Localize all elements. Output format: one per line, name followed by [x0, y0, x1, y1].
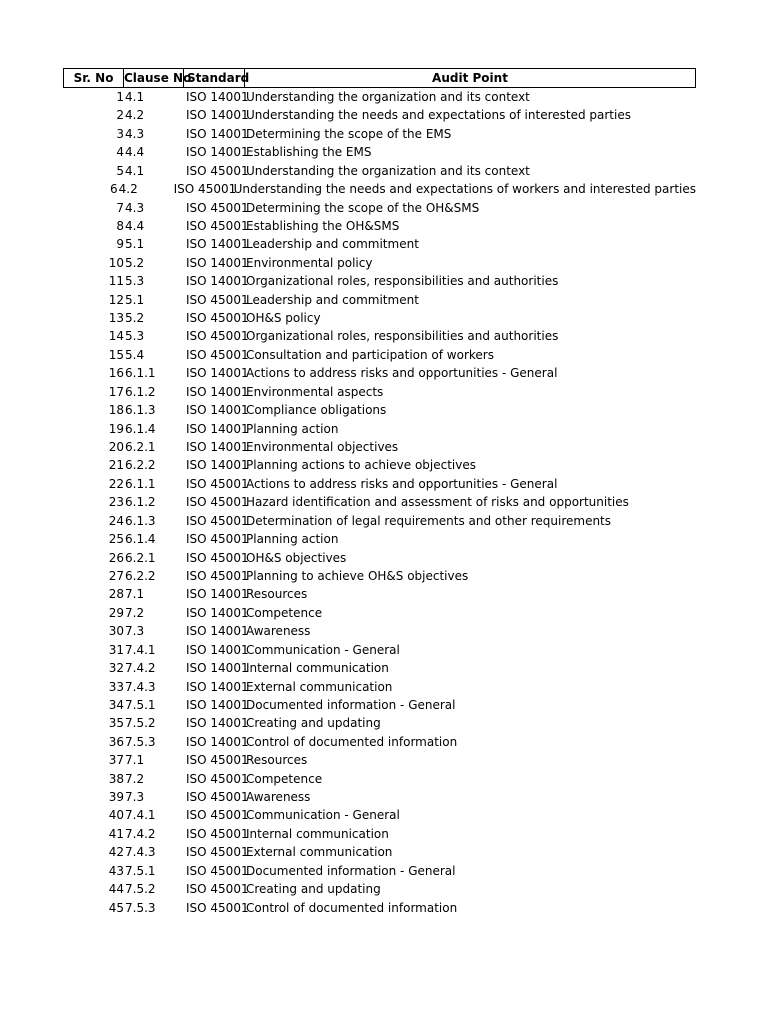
clause-no-cell: 4.1: [125, 90, 145, 104]
clause-no-cell: 7.5.1: [125, 863, 156, 878]
clause-no-cell: 6.1.3: [125, 403, 156, 418]
table-row: [63, 825, 696, 843]
sr-no-cell: 15: [108, 347, 124, 362]
standard-cell: ISO 45001: [186, 476, 249, 491]
table-row: [63, 272, 696, 290]
table-row: [63, 899, 696, 917]
standard-cell: ISO 45001: [186, 863, 249, 878]
standard-cell: ISO 14001: [186, 108, 249, 123]
sr-no-cell: 7: [116, 200, 124, 215]
audit-point-cell: Understanding the organization and its context: [246, 163, 530, 178]
audit-point-cell: Creating and updating: [246, 882, 381, 897]
table-row: [63, 217, 696, 235]
standard-cell: ISO 14001: [186, 440, 249, 455]
standard-cell: ISO 14001: [186, 384, 249, 399]
clause-no-cell: 6.2.1: [125, 550, 156, 565]
sr-no-cell: 44: [108, 882, 124, 897]
audit-point-cell: External communication: [246, 845, 393, 860]
sr-no-cell: 33: [108, 679, 124, 694]
table-row: [63, 88, 696, 106]
clause-no-cell: 6.1.4: [125, 532, 156, 547]
clause-no-cell: 4.1: [125, 163, 145, 178]
standard-cell: ISO 45001: [186, 771, 249, 786]
sr-no-cell: 16: [108, 366, 124, 381]
standard-cell: ISO 14001: [186, 237, 249, 252]
clause-no-cell: 7.5.1: [125, 697, 156, 712]
clause-no-cell: 7.5.3: [125, 900, 156, 915]
clause-no-cell: 4.2: [125, 108, 145, 123]
audit-point-cell: Determination of legal requirements and other requirements: [246, 513, 612, 528]
sr-no-cell: 28: [108, 587, 124, 602]
audit-point-cell: Internal communication: [246, 661, 389, 676]
audit-point-cell: Internal communication: [246, 826, 389, 841]
table-row: [63, 862, 696, 880]
sr-no-cell: 29: [108, 605, 124, 620]
audit-point-cell: Understanding the needs and expectations of workers and interested parties: [233, 182, 696, 197]
table-row: [63, 751, 696, 769]
sr-no-cell: 26: [108, 550, 124, 565]
table-row: [63, 291, 696, 309]
standard-cell: ISO 14001: [186, 126, 249, 141]
table-row: [63, 641, 696, 659]
standard-cell: ISO 14001: [186, 587, 249, 602]
standard-cell: ISO 45001: [186, 163, 249, 178]
table-row: [63, 475, 696, 493]
clause-no-cell: 6.1.1: [125, 476, 156, 491]
audit-point-cell: Environmental policy: [246, 255, 373, 270]
table-row: [63, 456, 696, 474]
table-row: [63, 199, 696, 217]
sr-no-cell: 3: [116, 126, 124, 141]
audit-point-cell: Planning actions to achieve objectives: [246, 458, 476, 473]
standard-cell: ISO 14001: [186, 716, 249, 731]
table-row: [63, 770, 696, 788]
standard-cell: ISO 14001: [186, 661, 249, 676]
sr-no-cell: 10: [108, 255, 124, 270]
table-row: [63, 106, 696, 124]
table-body: [63, 88, 696, 917]
sr-no-cell: 2: [116, 108, 124, 123]
clause-no-cell: 7.2: [125, 605, 145, 620]
table-row: [63, 733, 696, 751]
table-row: [63, 125, 696, 143]
audit-point-cell: Awareness: [246, 624, 311, 639]
audit-point-cell: Documented information - General: [246, 863, 456, 878]
audit-point-cell: Control of documented information: [246, 734, 458, 749]
standard-cell: ISO 14001: [186, 679, 249, 694]
sr-no-cell: 23: [108, 495, 124, 510]
sr-no-cell: 17: [108, 384, 124, 399]
sr-no-cell: 11: [108, 274, 124, 289]
clause-no-cell: 7.4.3: [125, 679, 156, 694]
standard-cell: ISO 14001: [186, 458, 249, 473]
audit-point-cell: Resources: [246, 587, 308, 602]
clause-no-cell: 7.5.2: [125, 882, 156, 897]
standard-cell: ISO 14001: [186, 734, 249, 749]
table-row: [63, 493, 696, 511]
standard-cell: ISO 14001: [186, 624, 249, 639]
standard-cell: ISO 45001: [186, 200, 249, 215]
sr-no-cell: 27: [108, 568, 124, 583]
clause-no-cell: 4.3: [125, 126, 145, 141]
audit-table: [63, 68, 696, 917]
audit-point-cell: Understanding the organization and its context: [246, 90, 530, 104]
clause-no-cell: 5.1: [125, 292, 145, 307]
sr-no-cell: 32: [108, 661, 124, 676]
standard-cell: ISO 45001: [186, 329, 249, 344]
sr-no-cell: 43: [108, 863, 124, 878]
audit-point-cell: Control of documented information: [246, 900, 458, 915]
table-row: [63, 788, 696, 806]
clause-no-cell: 4.3: [125, 200, 145, 215]
audit-point-cell: External communication: [246, 679, 393, 694]
standard-cell: ISO 45001: [186, 790, 249, 805]
standard-cell: ISO 45001: [186, 292, 249, 307]
standard-cell: ISO 14001: [186, 403, 249, 418]
table-row: [63, 678, 696, 696]
standard-cell: ISO 14001: [186, 90, 249, 104]
sr-no-cell: 14: [108, 329, 124, 344]
clause-no-cell: 7.2: [125, 771, 145, 786]
table-header: [63, 68, 696, 88]
audit-point-cell: Planning action: [246, 421, 339, 436]
table-row: [63, 346, 696, 364]
clause-no-cell: 6.1.4: [125, 421, 156, 436]
standard-cell: ISO 14001: [186, 697, 249, 712]
table-row: [63, 622, 696, 640]
clause-no-cell: 6.1.1: [125, 366, 156, 381]
table-row: [63, 880, 696, 898]
table-row: [63, 512, 696, 530]
standard-cell: ISO 45001: [186, 753, 249, 768]
standard-cell: ISO 14001: [186, 642, 249, 657]
audit-point-cell: Awareness: [246, 790, 311, 805]
standard-cell: ISO 14001: [186, 421, 249, 436]
clause-no-cell: 5.2: [125, 255, 145, 270]
audit-point-cell: Planning action: [246, 532, 339, 547]
sr-no-cell: 30: [108, 624, 124, 639]
audit-point-cell: Establishing the EMS: [246, 145, 372, 160]
sr-no-cell: 21: [108, 458, 124, 473]
table-row: [63, 438, 696, 456]
sr-no-cell: 45: [108, 900, 124, 915]
table-row: [63, 585, 696, 603]
sr-no-cell: 24: [108, 513, 124, 528]
standard-cell: ISO 45001: [186, 513, 249, 528]
audit-point-cell: Organizational roles, responsibilities and authorities: [246, 329, 559, 344]
standard-cell: ISO 14001: [186, 255, 249, 270]
header-standard: Standard: [184, 69, 245, 87]
audit-point-cell: Planning to achieve OH&S objectives: [246, 568, 469, 583]
sr-no-cell: 39: [108, 790, 124, 805]
table-row: [63, 843, 696, 861]
sr-no-cell: 18: [108, 403, 124, 418]
sr-no-cell: 40: [108, 808, 124, 823]
audit-point-cell: Organizational roles, responsibilities and authorities: [246, 274, 559, 289]
clause-no-cell: 4.4: [125, 218, 145, 233]
sr-no-cell: 12: [108, 292, 124, 307]
standard-cell: ISO 14001: [186, 366, 249, 381]
audit-point-cell: Hazard identification and assessment of risks and opportunities: [246, 495, 629, 510]
clause-no-cell: 4.4: [125, 145, 145, 160]
clause-no-cell: 7.1: [125, 587, 145, 602]
clause-no-cell: 7.3: [125, 790, 145, 805]
audit-point-cell: Communication - General: [246, 808, 400, 823]
standard-cell: ISO 14001: [186, 274, 249, 289]
sr-no-cell: 22: [108, 476, 124, 491]
sr-no-cell: 5: [116, 163, 124, 178]
standard-cell: ISO 45001: [186, 900, 249, 915]
clause-no-cell: 7.4.1: [125, 642, 156, 657]
clause-no-cell: 7.5.3: [125, 734, 156, 749]
sr-no-cell: 35: [108, 716, 124, 731]
table-row: [63, 401, 696, 419]
audit-point-cell: Leadership and commitment: [246, 292, 419, 307]
audit-point-cell: Determining the scope of the EMS: [246, 126, 452, 141]
table-row: [63, 806, 696, 824]
standard-cell: ISO 14001: [186, 605, 249, 620]
sr-no-cell: 4: [116, 145, 124, 160]
sr-no-cell: 9: [116, 237, 124, 252]
audit-point-cell: OH&S objectives: [246, 550, 347, 565]
header-audit-point: Audit Point: [432, 71, 508, 85]
audit-point-cell: Environmental objectives: [246, 440, 399, 455]
sr-no-cell: 38: [108, 771, 124, 786]
standard-cell: ISO 45001: [186, 218, 249, 233]
table-row: [63, 180, 696, 198]
standard-cell: ISO 45001: [186, 347, 249, 362]
standard-cell: ISO 45001: [186, 808, 249, 823]
sr-no-cell: 1: [116, 90, 124, 104]
audit-point-cell: Creating and updating: [246, 716, 381, 731]
sr-no-cell: 37: [108, 753, 124, 768]
clause-no-cell: 6.1.3: [125, 513, 156, 528]
audit-point-cell: Communication - General: [246, 642, 400, 657]
clause-no-cell: 7.4.3: [125, 845, 156, 860]
table-row: [63, 714, 696, 732]
standard-cell: ISO 45001: [186, 311, 249, 326]
table-row: [63, 659, 696, 677]
sr-no-cell: 31: [108, 642, 124, 657]
audit-point-cell: Determining the scope of the OH&SMS: [246, 200, 480, 215]
audit-point-cell: Competence: [246, 771, 323, 786]
table-row: [63, 567, 696, 585]
audit-point-cell: Leadership and commitment: [246, 237, 419, 252]
standard-cell: ISO 45001: [186, 845, 249, 860]
table-row: [63, 530, 696, 548]
standard-cell: ISO 45001: [173, 182, 237, 197]
table-row: [63, 309, 696, 327]
clause-no-cell: 7.5.2: [125, 716, 156, 731]
table-row: [63, 604, 696, 622]
clause-no-cell: 6.1.2: [125, 495, 156, 510]
standard-cell: ISO 14001: [186, 145, 249, 160]
clause-no-cell: 5.2: [125, 311, 145, 326]
standard-cell: ISO 45001: [186, 495, 249, 510]
sr-no-cell: 41: [108, 826, 124, 841]
sr-no-cell: 42: [108, 845, 124, 860]
sr-no-cell: 13: [108, 311, 124, 326]
sr-no-cell: 36: [108, 734, 124, 749]
audit-point-cell: Understanding the needs and expectations of interested parties: [246, 108, 631, 123]
clause-no-cell: 5.4: [125, 347, 145, 362]
table-row: [63, 420, 696, 438]
sr-no-cell: 8: [116, 218, 124, 233]
table-row: [63, 383, 696, 401]
clause-no-cell: 6.2.2: [125, 568, 156, 583]
audit-point-cell: Documented information - General: [246, 697, 456, 712]
audit-point-cell: Environmental aspects: [246, 384, 384, 399]
clause-no-cell: 5.3: [125, 274, 145, 289]
audit-point-cell: Compliance obligations: [246, 403, 387, 418]
audit-point-cell: Actions to address risks and opportunities - General: [246, 366, 558, 381]
clause-no-cell: 6.2.1: [125, 440, 156, 455]
sr-no-cell: 25: [108, 532, 124, 547]
audit-point-cell: OH&S policy: [246, 311, 321, 326]
table-row: [63, 549, 696, 567]
table-row: [63, 162, 696, 180]
clause-no-cell: 5.1: [125, 237, 145, 252]
table-row: [63, 254, 696, 272]
clause-no-cell: 6.2.2: [125, 458, 156, 473]
header-clause-no: Clause No: [124, 71, 192, 85]
standard-cell: ISO 45001: [186, 826, 249, 841]
clause-no-cell: 6.1.2: [125, 384, 156, 399]
sr-no-cell: 34: [108, 697, 124, 712]
audit-point-cell: Actions to address risks and opportunities - General: [246, 476, 558, 491]
audit-point-cell: Competence: [246, 605, 323, 620]
table-row: [63, 143, 696, 161]
clause-no-cell: 7.3: [125, 624, 145, 639]
clause-no-cell: 7.4.2: [125, 661, 156, 676]
clause-no-cell: 7.4.1: [125, 808, 156, 823]
table-row: [63, 364, 696, 382]
standard-cell: ISO 45001: [186, 532, 249, 547]
standard-cell: ISO 45001: [186, 568, 249, 583]
clause-no-cell: 5.3: [125, 329, 145, 344]
header-sr-no: Sr. No: [64, 69, 124, 87]
sr-no-cell: 6: [110, 182, 118, 197]
clause-no-cell: 4.2: [118, 182, 138, 197]
audit-point-cell: Resources: [246, 753, 308, 768]
audit-point-cell: Consultation and participation of workers: [246, 347, 494, 362]
audit-point-cell: Establishing the OH&SMS: [246, 218, 400, 233]
standard-cell: ISO 45001: [186, 550, 249, 565]
table-row: [63, 696, 696, 714]
table-row: [63, 235, 696, 253]
clause-no-cell: 7.1: [125, 753, 145, 768]
clause-no-cell: 7.4.2: [125, 826, 156, 841]
standard-cell: ISO 45001: [186, 882, 249, 897]
table-row: [63, 327, 696, 345]
sr-no-cell: 20: [108, 440, 124, 455]
sr-no-cell: 19: [108, 421, 124, 436]
